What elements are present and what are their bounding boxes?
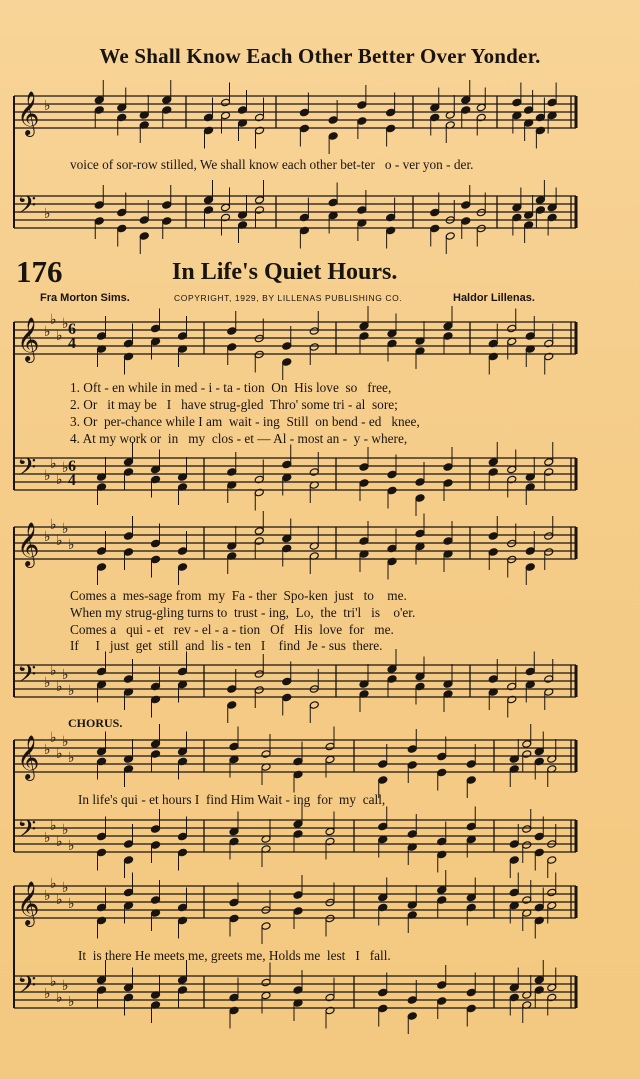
note-head [162, 106, 172, 115]
composer-credit: Haldor Lillenas. [453, 292, 535, 304]
note-head [461, 96, 471, 105]
note-head [97, 986, 107, 995]
flat-sign: ♭ [44, 324, 51, 340]
note-head [151, 740, 161, 749]
note-head [535, 196, 545, 205]
note-head [534, 976, 544, 985]
note-head [488, 675, 498, 684]
flat-sign: ♭ [44, 529, 51, 545]
flat-sign: ♭ [50, 876, 57, 892]
note-head [359, 332, 369, 341]
note-head [151, 750, 161, 759]
flat-sign: ♭ [44, 986, 51, 1002]
note-head [509, 840, 519, 849]
note-head [525, 563, 535, 572]
note-head [151, 555, 161, 564]
note-head [443, 479, 453, 488]
treble-clef: 𝄞 [17, 522, 40, 566]
verse-3-line-1: 3. Or per-chance while I am wait - ing Still on bend - ed knee, [70, 414, 420, 429]
flat-sign: ♭ [62, 734, 69, 750]
flat-sign: ♭ [62, 460, 69, 476]
note-head [124, 840, 134, 849]
time-sig-bottom-bass: 4 [68, 472, 76, 489]
note-head [254, 537, 264, 546]
note-head [466, 822, 476, 831]
note-head [97, 332, 107, 341]
note-head [407, 761, 417, 770]
note-head [139, 232, 149, 241]
note-head [309, 327, 319, 336]
verse-3-line-2: Comes a qui - et rev - el - a - tion Of His love for me. [70, 622, 394, 637]
flat-sign: ♭ [68, 994, 75, 1010]
note-head [430, 208, 440, 217]
note-head [525, 332, 535, 341]
note-head [437, 896, 447, 905]
note-head [151, 539, 161, 548]
note-head [221, 98, 231, 107]
note-head [357, 117, 367, 126]
note-head [407, 996, 417, 1005]
note-head [94, 96, 104, 105]
note-head [547, 888, 557, 897]
note-head [461, 106, 471, 115]
flat-sign: ♭ [44, 675, 51, 691]
continuation-lyric: voice of sor-row stilled, We shall know each other bet-ter o - ver yon - der. [70, 157, 474, 172]
note-head [204, 206, 214, 215]
note-head [293, 986, 303, 995]
note-head [415, 529, 425, 538]
note-head [151, 896, 161, 905]
bass-clef: 𝄢 [17, 971, 37, 1006]
note-head [124, 548, 134, 557]
note-head [293, 830, 303, 839]
note-head [544, 532, 554, 541]
flat-sign: ♭ [44, 888, 51, 904]
note-head [227, 685, 237, 694]
note-head [535, 206, 545, 215]
chorus-line-2: It is there He meets me, greets me, Holds me lest I fall. [78, 948, 391, 963]
note-head [94, 217, 104, 226]
flat-sign: ♭ [68, 896, 75, 912]
verse-4-line-1: 4. At my work or in my clos - et — Al - most an - y - where, [70, 431, 408, 446]
note-head [359, 479, 369, 488]
note-head [178, 832, 188, 841]
verse-2-line-2: When my strug-gling turns to trust - ing, Lo, the tri'l is o'er. [70, 605, 416, 620]
treble-clef: 𝄞 [17, 91, 40, 135]
flat-sign: ♭ [68, 750, 75, 766]
flat-sign: ♭ [50, 517, 57, 533]
note-head [309, 343, 319, 352]
note-head [162, 201, 172, 210]
note-head [522, 896, 532, 905]
flat-sign: ♭ [44, 98, 51, 114]
note-head [525, 667, 535, 676]
note-head [282, 342, 292, 351]
note-head [124, 468, 134, 477]
note-head [544, 468, 554, 477]
note-head [407, 830, 417, 839]
note-head [293, 820, 303, 829]
note-head [124, 888, 134, 897]
note-head [254, 670, 264, 679]
note-head [488, 548, 498, 557]
note-head [509, 856, 519, 865]
note-head [466, 988, 476, 997]
note-head [178, 547, 188, 556]
note-head [488, 532, 498, 541]
note-head [534, 848, 544, 857]
note-head [437, 886, 447, 895]
flat-sign: ♭ [62, 822, 69, 838]
note-head [547, 98, 557, 107]
flat-sign: ♭ [44, 206, 51, 222]
note-head [328, 116, 338, 125]
flat-sign: ♭ [50, 456, 57, 472]
note-head [282, 693, 292, 702]
note-head [162, 217, 172, 226]
note-head [293, 907, 303, 916]
note-head [430, 224, 440, 233]
note-head [94, 106, 104, 115]
flat-sign: ♭ [56, 328, 63, 344]
note-head [445, 232, 455, 241]
note-head [509, 888, 519, 897]
note-head [512, 98, 522, 107]
note-head [178, 332, 188, 341]
note-head [461, 217, 471, 226]
note-head [227, 343, 237, 352]
note-head [328, 198, 338, 207]
note-head [124, 856, 134, 865]
note-head [443, 322, 453, 331]
flat-sign: ♭ [56, 892, 63, 908]
note-head [178, 976, 188, 985]
flat-sign: ♭ [50, 730, 57, 746]
note-head [522, 841, 532, 850]
flat-sign: ♭ [50, 974, 57, 990]
flat-sign: ♭ [44, 468, 51, 484]
note-head [204, 196, 214, 205]
note-head [522, 740, 532, 749]
note-head [124, 458, 134, 467]
continuation-title: We Shall Know Each Other Better Over Yonder. [99, 44, 541, 68]
time-sig-top: 6 [68, 321, 76, 338]
note-head [443, 332, 453, 341]
note-head [544, 548, 554, 557]
note-head [415, 494, 425, 503]
note-head [378, 822, 388, 831]
note-head [97, 547, 107, 556]
flat-sign: ♭ [50, 312, 57, 328]
note-head [227, 468, 237, 477]
note-head [488, 458, 498, 467]
note-head [437, 752, 447, 761]
note-head [378, 760, 388, 769]
chorus-label: CHORUS. [68, 716, 123, 730]
note-head [151, 324, 161, 333]
flat-sign: ♭ [68, 838, 75, 854]
flat-sign: ♭ [56, 990, 63, 1006]
note-head [378, 1004, 388, 1013]
bass-clef: 𝄢 [17, 660, 37, 695]
note-head [299, 124, 309, 133]
note-head [178, 986, 188, 995]
note-head [151, 825, 161, 834]
verse-1-line-1: 1. Oft - en while in med - i - ta - tion On His love so free, [70, 380, 392, 395]
note-head [178, 848, 188, 857]
note-head [254, 527, 264, 536]
verse-4-line-2: If I just get still and lis - ten I find Je - sus there. [70, 638, 383, 653]
note-head [387, 665, 397, 674]
note-head [461, 201, 471, 210]
flat-sign: ♭ [56, 533, 63, 549]
note-head [139, 216, 149, 225]
flat-sign: ♭ [44, 742, 51, 758]
note-head [124, 675, 134, 684]
note-head [325, 742, 335, 751]
note-head [378, 776, 388, 785]
note-head [293, 891, 303, 900]
note-head [547, 856, 557, 865]
note-head [255, 196, 265, 205]
note-head [437, 768, 447, 777]
note-head [117, 208, 127, 217]
note-head [229, 742, 239, 751]
flat-sign: ♭ [44, 830, 51, 846]
note-head [282, 460, 292, 469]
bass-clef: 𝄢 [17, 191, 37, 226]
flat-sign: ♭ [62, 978, 69, 994]
note-head [261, 978, 271, 987]
flat-sign: ♭ [62, 521, 69, 537]
flat-sign: ♭ [56, 746, 63, 762]
note-head [229, 898, 239, 907]
note-head [359, 463, 369, 472]
lyricist-credit: Fra Morton Sims. [40, 292, 130, 304]
flat-sign: ♭ [56, 472, 63, 488]
note-head [97, 976, 107, 985]
note-head [507, 324, 517, 333]
treble-clef: 𝄞 [17, 317, 40, 361]
verse-1-line-2: Comes a mes-sage from my Fa - ther Spo-ken just to me. [70, 588, 407, 603]
note-head [227, 701, 237, 710]
note-head [466, 1004, 476, 1013]
note-head [261, 922, 271, 931]
bass-clef: 𝄢 [17, 815, 37, 850]
note-head [522, 825, 532, 834]
note-head [359, 322, 369, 331]
flat-sign: ♭ [62, 316, 69, 332]
note-head [386, 108, 396, 117]
note-head [415, 478, 425, 487]
note-head [466, 760, 476, 769]
time-signature-bass [68, 460, 76, 488]
note-head [255, 206, 265, 215]
note-head [261, 750, 271, 759]
note-head [534, 832, 544, 841]
flat-sign: ♭ [62, 667, 69, 683]
note-head [387, 470, 397, 479]
flat-sign: ♭ [68, 537, 75, 553]
note-head [328, 132, 338, 141]
note-head [407, 1012, 417, 1021]
note-head [443, 537, 453, 546]
copyright-notice: COPYRIGHT, 1929, BY LILLENAS PUBLISHING CO. [174, 293, 403, 303]
verse-2-line-1: 2. Or it may be I have strug-gled Thro' some tri - al sore; [70, 397, 398, 412]
note-head [238, 106, 248, 115]
note-head [97, 832, 107, 841]
flat-sign: ♭ [56, 834, 63, 850]
note-head [97, 563, 107, 572]
note-head [117, 224, 127, 233]
flat-sign: ♭ [50, 663, 57, 679]
note-head [437, 981, 447, 990]
note-head [488, 468, 498, 477]
note-head [254, 686, 264, 695]
note-head [534, 986, 544, 995]
note-head [227, 327, 237, 336]
bass-clef: 𝄢 [17, 453, 37, 488]
note-head [282, 358, 292, 367]
note-head [387, 675, 397, 684]
hymn-title: In Life's Quiet Hours. [172, 259, 398, 285]
note-head [525, 547, 535, 556]
flat-sign: ♭ [50, 818, 57, 834]
time-sig-top-bass: 6 [68, 458, 76, 475]
flat-sign: ♭ [56, 679, 63, 695]
note-head [299, 108, 309, 117]
note-head [437, 997, 447, 1006]
note-head [378, 988, 388, 997]
note-head [443, 463, 453, 472]
note-head [359, 537, 369, 546]
hymn-number: 176 [16, 254, 63, 289]
chorus-line-1: In life's qui - et hours I find Him Wait - ing for my call, [78, 792, 386, 807]
note-head [162, 96, 172, 105]
note-head [357, 206, 367, 215]
note-head [544, 675, 554, 684]
note-head [94, 201, 104, 210]
note-head [97, 848, 107, 857]
note-head [387, 486, 397, 495]
note-head [524, 106, 534, 115]
note-head [282, 677, 292, 686]
note-head [466, 776, 476, 785]
note-head [357, 101, 367, 110]
flat-sign: ♭ [62, 880, 69, 896]
time-signature-treble [68, 323, 76, 351]
time-sig-bottom: 4 [68, 335, 76, 352]
note-head [178, 667, 188, 676]
note-head [386, 124, 396, 133]
note-head [407, 745, 417, 754]
note-head [522, 750, 532, 759]
treble-clef: 𝄞 [17, 881, 40, 925]
note-head [229, 914, 239, 923]
note-head [97, 667, 107, 676]
flat-sign: ♭ [68, 683, 75, 699]
note-head [544, 458, 554, 467]
note-head [309, 468, 319, 477]
note-head [151, 841, 161, 850]
treble-clef: 𝄞 [17, 735, 40, 779]
note-head [309, 701, 319, 710]
note-head [178, 563, 188, 572]
note-head [124, 532, 134, 541]
